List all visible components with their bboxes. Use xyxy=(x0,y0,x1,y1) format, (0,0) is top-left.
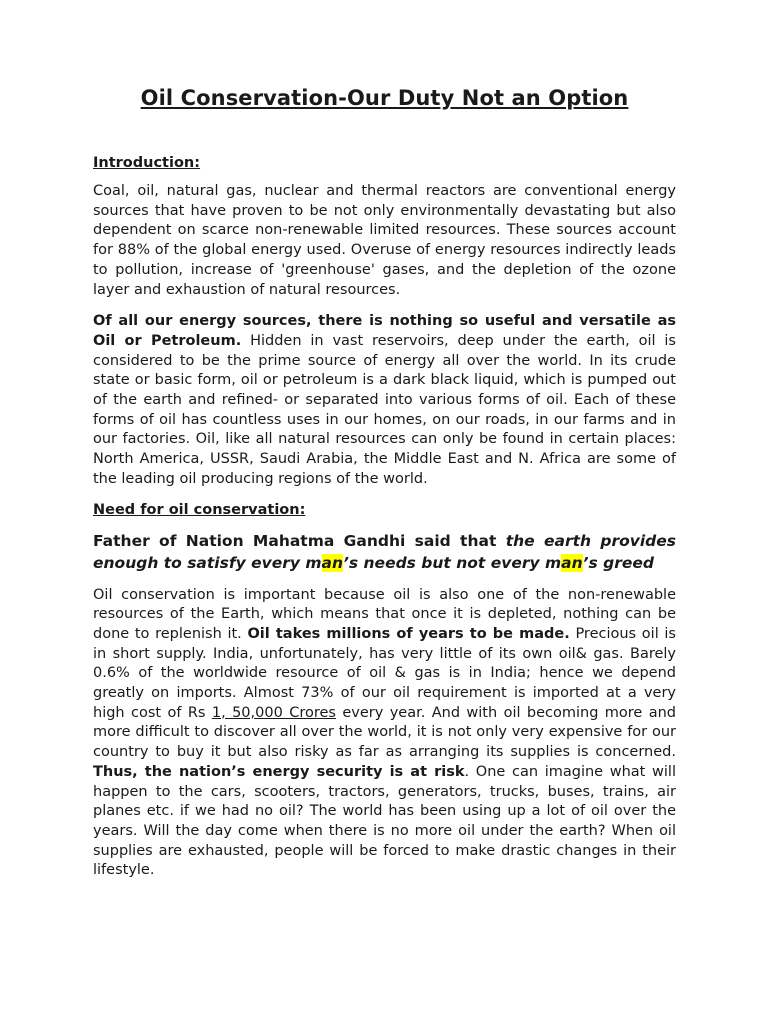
need-bold-2: Thus, the nation’s energy security is at risk xyxy=(93,763,465,780)
introduction-paragraph-2-bold: Of all our energy sources, there is nothing so useful and versatile as Oil or Petroleum. xyxy=(93,313,676,349)
gandhi-quote xyxy=(93,530,676,574)
introduction-heading: Introduction: xyxy=(93,155,201,171)
quote-intro: Father of Nation Mahatma Gandhi said that xyxy=(93,531,506,550)
need-paragraph xyxy=(93,586,676,882)
introduction-paragraph-2 xyxy=(93,312,676,489)
need-text-1: Oil conservation is important because oil is also one of the non-renewable resources of the Earth, which means that once it is depleted, nothing can be done to replenish it. xyxy=(93,586,676,642)
need-bold-1: Oil takes millions of years to be made. xyxy=(247,625,570,642)
introduction-paragraph-1: Coal, oil, natural gas, nuclear and thermal reactors are conventional energy sources that have proven to be not only environmentally devastating but also dependent on scarce non-renewable limited resources. These sources account for 88% of the global energy used. Overuse of energy resources indirectly leads to pollution, increase of 'greenhouse' gases, and the depletion of the ozone layer and exhaustion of natural resources. xyxy=(93,183,676,298)
quote-italic-1: the earth provides enough to satisfy every m xyxy=(93,531,676,572)
quote-italic-2: ’s needs but not every m xyxy=(343,553,562,572)
introduction-paragraph-2-text: Hidden in vast reservoirs, deep under the earth, oil is considered to be the prime source of energy all over the world. In its crude state or basic form, oil or petroleum is a dark black liquid, which is pumped out of the earth and refined- or separated into various forms of oil. Each of these forms of oil has countless uses in our homes, on our roads, in our farms and in our factories. Oil, like all natural resources can only be found in certain places: North America, USSR, Saudi Arabia, the Middle East and N. Africa are some of the leading oil producing regions of the world. xyxy=(93,332,676,487)
quote-italic-3: ’s greed xyxy=(582,553,655,572)
need-text-3: every year. And with oil becoming more and more difficult to discover all over the world, it is not only very expensive for our country to buy it but also risky as far as arranging its supplies is concerned. xyxy=(93,704,677,761)
quote-highlight-2: an xyxy=(561,553,583,572)
need-underlined-amount: 1, 50,000 Crores xyxy=(211,704,336,721)
quote-highlight-1: an xyxy=(321,553,344,572)
need-heading: Need for oil conservation: xyxy=(93,501,306,518)
need-text-2: Precious oil is in short supply. India, unfortunately, has very little of its own oil& gas. Barely 0.6% of the worldwide resource of oil & gas is in India; hence we depend greatly on imports. Almost 73% of our oil requirement is imported at a very high cost of Rs xyxy=(93,625,676,721)
need-text-4: . One can imagine what will happen to the cars, scooters, tractors, generators, trucks, buses, trains, air planes etc. if we had no oil? The world has been using up a lot of oil over the years. Will the day come when there is no more oil under the earth? When oil supplies are exhausted, people will be forced to make drastic changes in their lifestyle. xyxy=(93,763,676,879)
document-title: Oil Conservation-Our Duty Not an Option xyxy=(140,86,629,110)
